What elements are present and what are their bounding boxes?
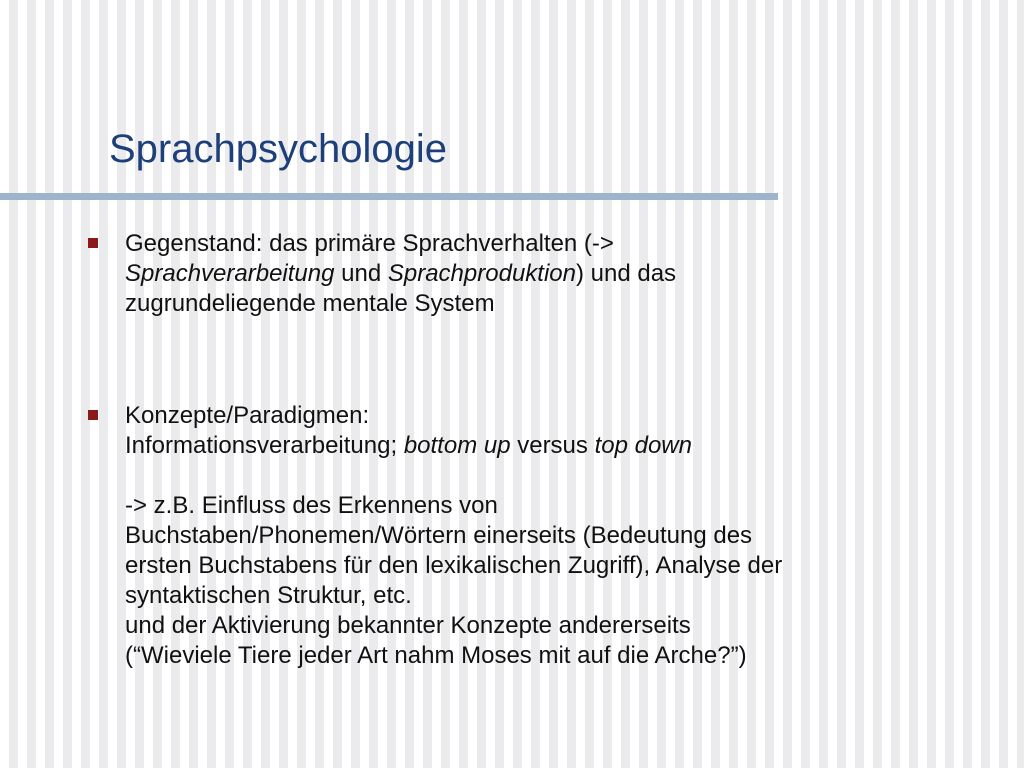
text-line — [125, 259, 925, 289]
blank-line — [125, 461, 925, 491]
text-line — [125, 581, 925, 611]
text-segment: (“Wieviele Tiere jeder Art nahm Moses mit auf die Arche?”) — [125, 642, 747, 669]
text-line — [125, 611, 925, 641]
text-segment: Gegenstand: das primäre Sprachverhalten (-> — [125, 230, 614, 257]
text-line — [125, 521, 925, 551]
text-segment: versus — [510, 432, 595, 459]
bullet-marker-1 — [88, 238, 98, 248]
text-segment: zugrundeliegende mentale System — [125, 290, 495, 317]
text-line — [125, 431, 925, 461]
text-segment: Konzepte/Paradigmen: — [125, 402, 370, 429]
bullet-marker-2 — [88, 410, 98, 420]
italic-term: top down — [594, 432, 692, 459]
text-line — [125, 641, 925, 671]
italic-term: Sprachverarbeitung — [125, 260, 335, 287]
text-line — [125, 491, 925, 521]
text-segment: Buchstaben/Phonemen/Wörtern einerseits (Bedeutung des — [125, 522, 753, 549]
text-line — [125, 289, 925, 319]
text-segment: und — [334, 260, 388, 287]
text-segment: ) und das — [575, 260, 677, 287]
title-underline-rule — [0, 193, 778, 200]
text-line — [125, 551, 925, 581]
text-segment: ersten Buchstabens für den lexikalischen Zugriff), Analyse der — [125, 552, 783, 579]
text-segment: und der Aktivierung bekannter Konzepte andererseits — [125, 612, 691, 639]
italic-term: Sprachproduktion — [387, 260, 576, 287]
slide-title: Sprachpsychologie — [109, 127, 447, 171]
text-segment: syntaktischen Struktur, etc. — [125, 582, 412, 609]
text-line — [125, 229, 925, 259]
italic-term: bottom up — [403, 432, 511, 459]
bullet-text-konzepte — [125, 401, 925, 671]
text-segment: Informationsverarbeitung; — [125, 432, 404, 459]
bullet-text-gegenstand — [125, 229, 925, 319]
text-segment: -> z.B. Einfluss des Erkennens von — [125, 492, 498, 519]
text-line — [125, 401, 925, 431]
